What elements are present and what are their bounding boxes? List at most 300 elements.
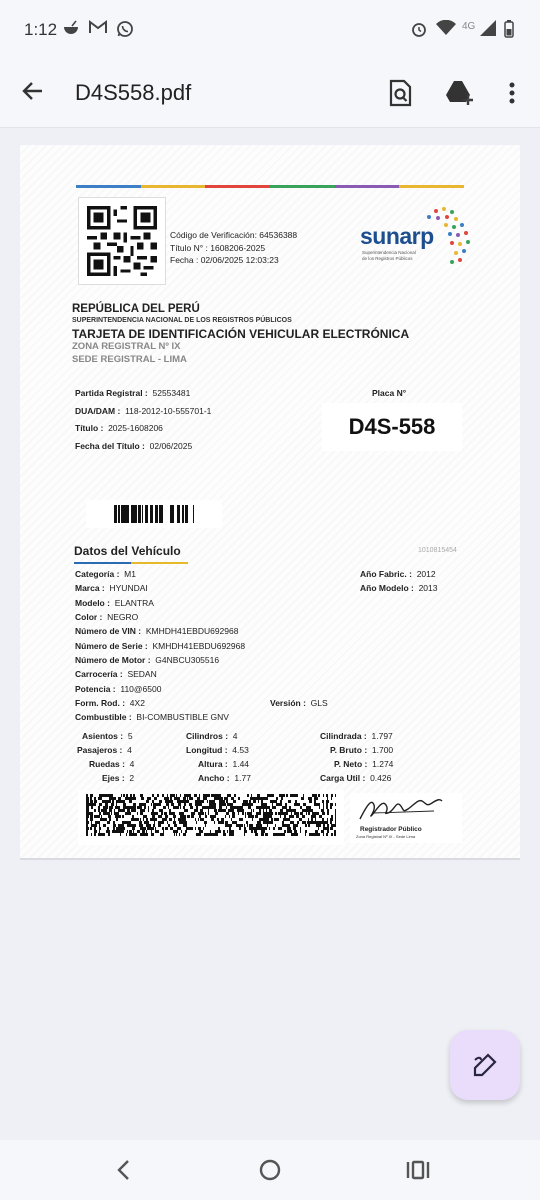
barcode-module: [139, 806, 140, 809]
barcode-bar: [187, 505, 188, 523]
barcode-module: [211, 806, 213, 809]
barcode-module: [124, 806, 126, 809]
barcode-module: [108, 815, 109, 818]
barcode-module: [317, 803, 320, 806]
barcode-bar: [159, 505, 160, 523]
system-nav-bar: [0, 1140, 540, 1200]
barcode-module: [263, 821, 266, 824]
barcode-module: [216, 794, 218, 797]
barcode-module: [326, 827, 329, 830]
barcode-module: [294, 803, 297, 806]
barcode-module: [259, 797, 260, 800]
barcode-module: [101, 809, 104, 812]
barcode-module: [194, 809, 195, 812]
header-zona: ZONA REGISTRAL Nº IX: [72, 341, 181, 352]
barcode-module: [186, 830, 187, 833]
back-button[interactable]: [20, 78, 50, 108]
barcode-module: [90, 794, 93, 797]
barcode-module: [261, 833, 263, 836]
barcode-module: [311, 818, 313, 821]
barcode-module: [280, 815, 281, 818]
barcode-module: [239, 809, 242, 812]
barcode-module: [87, 803, 90, 806]
app-bar: [0, 60, 540, 128]
barcode-module: [241, 806, 242, 809]
barcode-module: [288, 830, 290, 833]
barcode-module: [267, 797, 268, 800]
barcode-module: [225, 803, 226, 806]
barcode-module: [101, 815, 102, 818]
barcode-module: [151, 818, 154, 821]
spec-ejes: [102, 773, 134, 783]
field-color: [75, 612, 138, 622]
signature-title: Registrador Público: [360, 826, 422, 833]
barcode-module: [204, 821, 207, 824]
notification-food-icon: [62, 20, 80, 41]
verification-code: Código de Verificación: 64536388: [170, 230, 298, 240]
barcode-module: [305, 833, 306, 836]
barcode-module: [211, 800, 212, 803]
barcode-module: [168, 824, 169, 827]
barcode-module: [269, 809, 272, 812]
barcode-module: [222, 818, 224, 821]
label: Potencia :: [75, 684, 116, 694]
barcode-module: [137, 812, 138, 815]
barcode-module: [275, 812, 277, 815]
barcode-module: [148, 821, 149, 824]
barcode-module: [94, 824, 97, 827]
barcode-module: [308, 806, 311, 809]
barcode-module: [169, 809, 171, 812]
find-in-document-button[interactable]: [386, 78, 416, 108]
whatsapp-icon: [116, 20, 134, 43]
barcode-module: [102, 794, 103, 797]
barcode-module: [86, 812, 87, 815]
barcode-module: [210, 815, 212, 818]
barcode-module: [99, 797, 102, 800]
barcode-module: [139, 824, 141, 827]
barcode-module: [242, 803, 245, 806]
barcode-module: [114, 797, 116, 800]
barcode-module: [269, 812, 270, 815]
barcode-module: [199, 833, 201, 836]
barcode-module: [253, 800, 256, 803]
barcode-module: [162, 827, 164, 830]
barcode-module: [158, 821, 159, 824]
barcode-module: [223, 833, 226, 836]
barcode-module: [116, 800, 117, 803]
barcode-module: [123, 806, 124, 809]
barcode-module: [321, 821, 323, 824]
barcode-module: [126, 812, 129, 815]
barcode-module: [289, 815, 290, 818]
barcode-module: [250, 803, 253, 806]
barcode-module: [255, 815, 258, 818]
barcode-module: [299, 818, 302, 821]
barcode-module: [259, 818, 262, 821]
barcode-module: [246, 821, 248, 824]
barcode-module: [111, 797, 114, 800]
barcode-module: [131, 818, 132, 821]
barcode-module: [227, 824, 229, 827]
barcode-module: [201, 818, 202, 821]
barcode-module: [141, 797, 144, 800]
pdf-page[interactable]: [20, 145, 520, 858]
barcode-module: [281, 812, 284, 815]
cell-signal-icon: [480, 20, 496, 41]
barcode-module: [230, 806, 231, 809]
barcode-module: [117, 827, 119, 830]
barcode-module: [231, 797, 234, 800]
barcode-module: [267, 818, 268, 821]
barcode-module: [221, 821, 224, 824]
barcode-module: [108, 827, 109, 830]
barcode-module: [301, 797, 304, 800]
barcode-module: [211, 803, 214, 806]
barcode-module: [265, 818, 267, 821]
barcode-module: [259, 794, 260, 797]
barcode-module: [268, 818, 269, 821]
barcode-module: [174, 833, 175, 836]
barcode-module: [195, 803, 196, 806]
field-potencia: [75, 684, 161, 694]
barcode-module: [212, 815, 215, 818]
spec-longitud: [186, 745, 249, 755]
barcode-module: [251, 809, 252, 812]
barcode-module: [152, 809, 154, 812]
barcode-module: [326, 821, 327, 824]
barcode-module: [281, 794, 283, 797]
barcode-module: [245, 812, 246, 815]
barcode-module: [126, 794, 128, 797]
barcode-module: [133, 830, 134, 833]
document-title: D4S558.pdf: [75, 80, 192, 105]
barcode-module: [323, 800, 324, 803]
barcode-module: [90, 812, 91, 815]
barcode-module: [311, 821, 314, 824]
barcode-module: [167, 821, 168, 824]
barcode-bar: [146, 505, 148, 523]
barcode-module: [147, 821, 148, 824]
barcode-module: [191, 806, 192, 809]
barcode-module: [323, 821, 326, 824]
barcode-module: [120, 833, 121, 836]
barcode-module: [86, 794, 87, 797]
barcode-module: [87, 818, 88, 821]
value: 4: [232, 731, 238, 741]
label: Ejes :: [102, 773, 125, 783]
barcode-module: [129, 812, 131, 815]
spec-carga-util: [320, 773, 391, 783]
barcode-module: [221, 818, 222, 821]
barcode-module: [266, 803, 267, 806]
barcode-module: [214, 821, 215, 824]
barcode-module: [263, 812, 266, 815]
barcode-module: [228, 809, 229, 812]
barcode-module: [171, 803, 174, 806]
barcode-module: [113, 827, 115, 830]
barcode-module: [174, 818, 175, 821]
barcode-module: [291, 833, 293, 836]
value: M1: [124, 569, 136, 579]
barcode-module: [279, 833, 282, 836]
barcode-module: [218, 794, 221, 797]
barcode-module: [86, 830, 88, 833]
barcode-module: [158, 824, 159, 827]
barcode-module: [176, 824, 177, 827]
barcode-module: [103, 806, 106, 809]
barcode-module: [180, 794, 181, 797]
nav-home-button[interactable]: [256, 1156, 284, 1184]
barcode-module: [164, 818, 167, 821]
barcode-module: [117, 800, 120, 803]
barcode-module: [131, 809, 132, 812]
value: BI-COMBUSTIBLE GNV: [136, 712, 229, 722]
spec-p-neto: [334, 759, 393, 769]
barcode-module: [271, 800, 274, 803]
barcode-module: [291, 821, 293, 824]
barcode-module: [330, 827, 333, 830]
barcode-module: [173, 815, 176, 818]
barcode-module: [208, 806, 211, 809]
barcode-module: [270, 800, 271, 803]
field-categoria: [75, 569, 136, 579]
barcode-module: [157, 812, 158, 815]
barcode-module: [153, 815, 155, 818]
barcode-module: [152, 815, 153, 818]
barcode-module: [319, 833, 320, 836]
barcode-module: [152, 827, 154, 830]
barcode-module: [98, 815, 100, 818]
barcode-module: [272, 803, 273, 806]
barcode-module: [176, 797, 179, 800]
barcode-module: [272, 821, 273, 824]
barcode-module: [331, 797, 332, 800]
field-carroceria: [75, 669, 157, 679]
save-to-drive-button[interactable]: [444, 78, 474, 108]
barcode-module: [189, 827, 192, 830]
value: 52553481: [152, 388, 191, 398]
barcode-module: [179, 803, 181, 806]
barcode-module: [286, 806, 287, 809]
barcode-module: [276, 797, 278, 800]
label: Categoría :: [75, 569, 120, 579]
barcode-module: [155, 827, 156, 830]
barcode-module: [186, 827, 189, 830]
barcode-module: [293, 833, 296, 836]
barcode-module: [267, 794, 269, 797]
barcode-module: [151, 827, 152, 830]
barcode-module: [240, 824, 243, 827]
barcode-module: [90, 827, 91, 830]
barcode-module: [229, 833, 230, 836]
barcode-module: [250, 797, 253, 800]
barcode-module: [226, 806, 227, 809]
barcode-module: [98, 797, 99, 800]
value: 4: [127, 745, 132, 755]
barcode-module: [313, 815, 316, 818]
barcode-module: [114, 812, 116, 815]
barcode-module: [263, 815, 266, 818]
barcode-module: [183, 833, 185, 836]
barcode-small: [86, 500, 222, 528]
barcode-module: [266, 809, 267, 812]
barcode-module: [132, 809, 134, 812]
barcode-module: [248, 815, 250, 818]
barcode-module: [275, 824, 276, 827]
barcode-module: [178, 803, 179, 806]
label: Altura :: [198, 759, 228, 769]
barcode-module: [182, 815, 184, 818]
field-motor: [75, 655, 219, 665]
barcode-module: [280, 803, 282, 806]
barcode-module: [132, 818, 134, 821]
barcode-module: [91, 821, 92, 824]
barcode-module: [180, 800, 183, 803]
barcode-module: [129, 806, 130, 809]
barcode-module: [239, 818, 242, 821]
barcode-module: [242, 809, 244, 812]
barcode-module: [215, 797, 218, 800]
barcode-module: [330, 821, 331, 824]
barcode-module: [295, 824, 297, 827]
barcode-module: [270, 815, 272, 818]
barcode-module: [205, 806, 208, 809]
barcode-module: [187, 797, 188, 800]
barcode-bar: [114, 505, 115, 523]
barcode-module: [312, 794, 313, 797]
barcode-bar: [123, 505, 124, 523]
barcode-module: [165, 797, 167, 800]
barcode-module: [90, 803, 91, 806]
barcode-module: [264, 797, 267, 800]
barcode-module: [91, 797, 92, 800]
barcode-module: [275, 806, 276, 809]
barcode-module: [327, 803, 328, 806]
barcode-module: [140, 812, 143, 815]
barcode-module: [107, 794, 109, 797]
barcode-module: [179, 833, 180, 836]
more-options-button[interactable]: [500, 78, 524, 108]
barcode-module: [219, 803, 221, 806]
barcode-module: [306, 806, 307, 809]
barcode-module: [129, 833, 131, 836]
barcode-module: [335, 821, 336, 824]
barcode-module: [331, 794, 333, 797]
barcode-module: [232, 821, 234, 824]
barcode-module: [147, 797, 150, 800]
label: Combustible :: [75, 712, 132, 722]
barcode-module: [257, 812, 258, 815]
barcode-module: [335, 815, 336, 818]
barcode-module: [311, 815, 313, 818]
nav-back-button[interactable]: [110, 1156, 138, 1184]
barcode-module: [274, 800, 277, 803]
edit-fab-button[interactable]: [450, 1030, 520, 1100]
value: 1.797: [371, 731, 393, 741]
barcode-module: [227, 803, 230, 806]
barcode-module: [232, 806, 234, 809]
barcode-module: [259, 824, 262, 827]
barcode-module: [156, 812, 157, 815]
barcode-module: [323, 794, 324, 797]
barcode-module: [238, 806, 241, 809]
barcode-module: [140, 809, 141, 812]
home-circle-icon: [256, 1156, 284, 1184]
barcode-module: [281, 797, 282, 800]
barcode-module: [155, 830, 157, 833]
barcode-module: [258, 812, 261, 815]
barcode-module: [208, 833, 210, 836]
barcode-module: [153, 806, 154, 809]
barcode-module: [278, 812, 281, 815]
signature-block: [350, 793, 462, 843]
barcode-module: [287, 827, 288, 830]
barcode-module: [250, 824, 253, 827]
barcode-module: [294, 830, 297, 833]
barcode-module: [206, 797, 207, 800]
barcode-module: [237, 809, 238, 812]
barcode-module: [177, 800, 180, 803]
barcode-module: [187, 800, 189, 803]
barcode-module: [296, 833, 298, 836]
barcode-module: [185, 800, 187, 803]
barcode-module: [285, 812, 288, 815]
barcode-module: [217, 818, 219, 821]
barcode-module: [265, 833, 268, 836]
barcode-module: [244, 824, 245, 827]
nav-recents-button[interactable]: [404, 1156, 432, 1184]
barcode-module: [124, 827, 125, 830]
barcode-module: [242, 818, 243, 821]
barcode-module: [309, 797, 312, 800]
barcode-module: [136, 833, 137, 836]
label: Marca :: [75, 583, 105, 593]
barcode-module: [235, 806, 238, 809]
barcode-module: [184, 821, 186, 824]
barcode-module: [219, 806, 222, 809]
barcode-module: [114, 809, 115, 812]
barcode-module: [229, 824, 232, 827]
barcode-module: [215, 830, 218, 833]
barcode-module: [327, 818, 328, 821]
barcode-module: [225, 815, 226, 818]
barcode-module: [252, 818, 253, 821]
barcode-module: [162, 833, 164, 836]
barcode-module: [180, 827, 181, 830]
barcode-module: [213, 806, 215, 809]
barcode-module: [132, 815, 134, 818]
barcode-module: [261, 803, 262, 806]
barcode-module: [189, 794, 191, 797]
barcode-module: [172, 794, 175, 797]
barcode-module: [159, 824, 161, 827]
barcode-module: [209, 803, 211, 806]
label: Pasajeros :: [77, 745, 123, 755]
barcode-module: [256, 806, 258, 809]
barcode-module: [239, 824, 240, 827]
barcode-module: [199, 812, 201, 815]
barcode-module: [330, 803, 333, 806]
barcode-module: [305, 824, 307, 827]
barcode-module: [184, 794, 186, 797]
barcode-module: [308, 809, 310, 812]
barcode-module: [122, 830, 124, 833]
barcode-module: [109, 815, 111, 818]
barcode-module: [193, 812, 195, 815]
barcode-module: [166, 803, 169, 806]
barcode-module: [220, 800, 222, 803]
